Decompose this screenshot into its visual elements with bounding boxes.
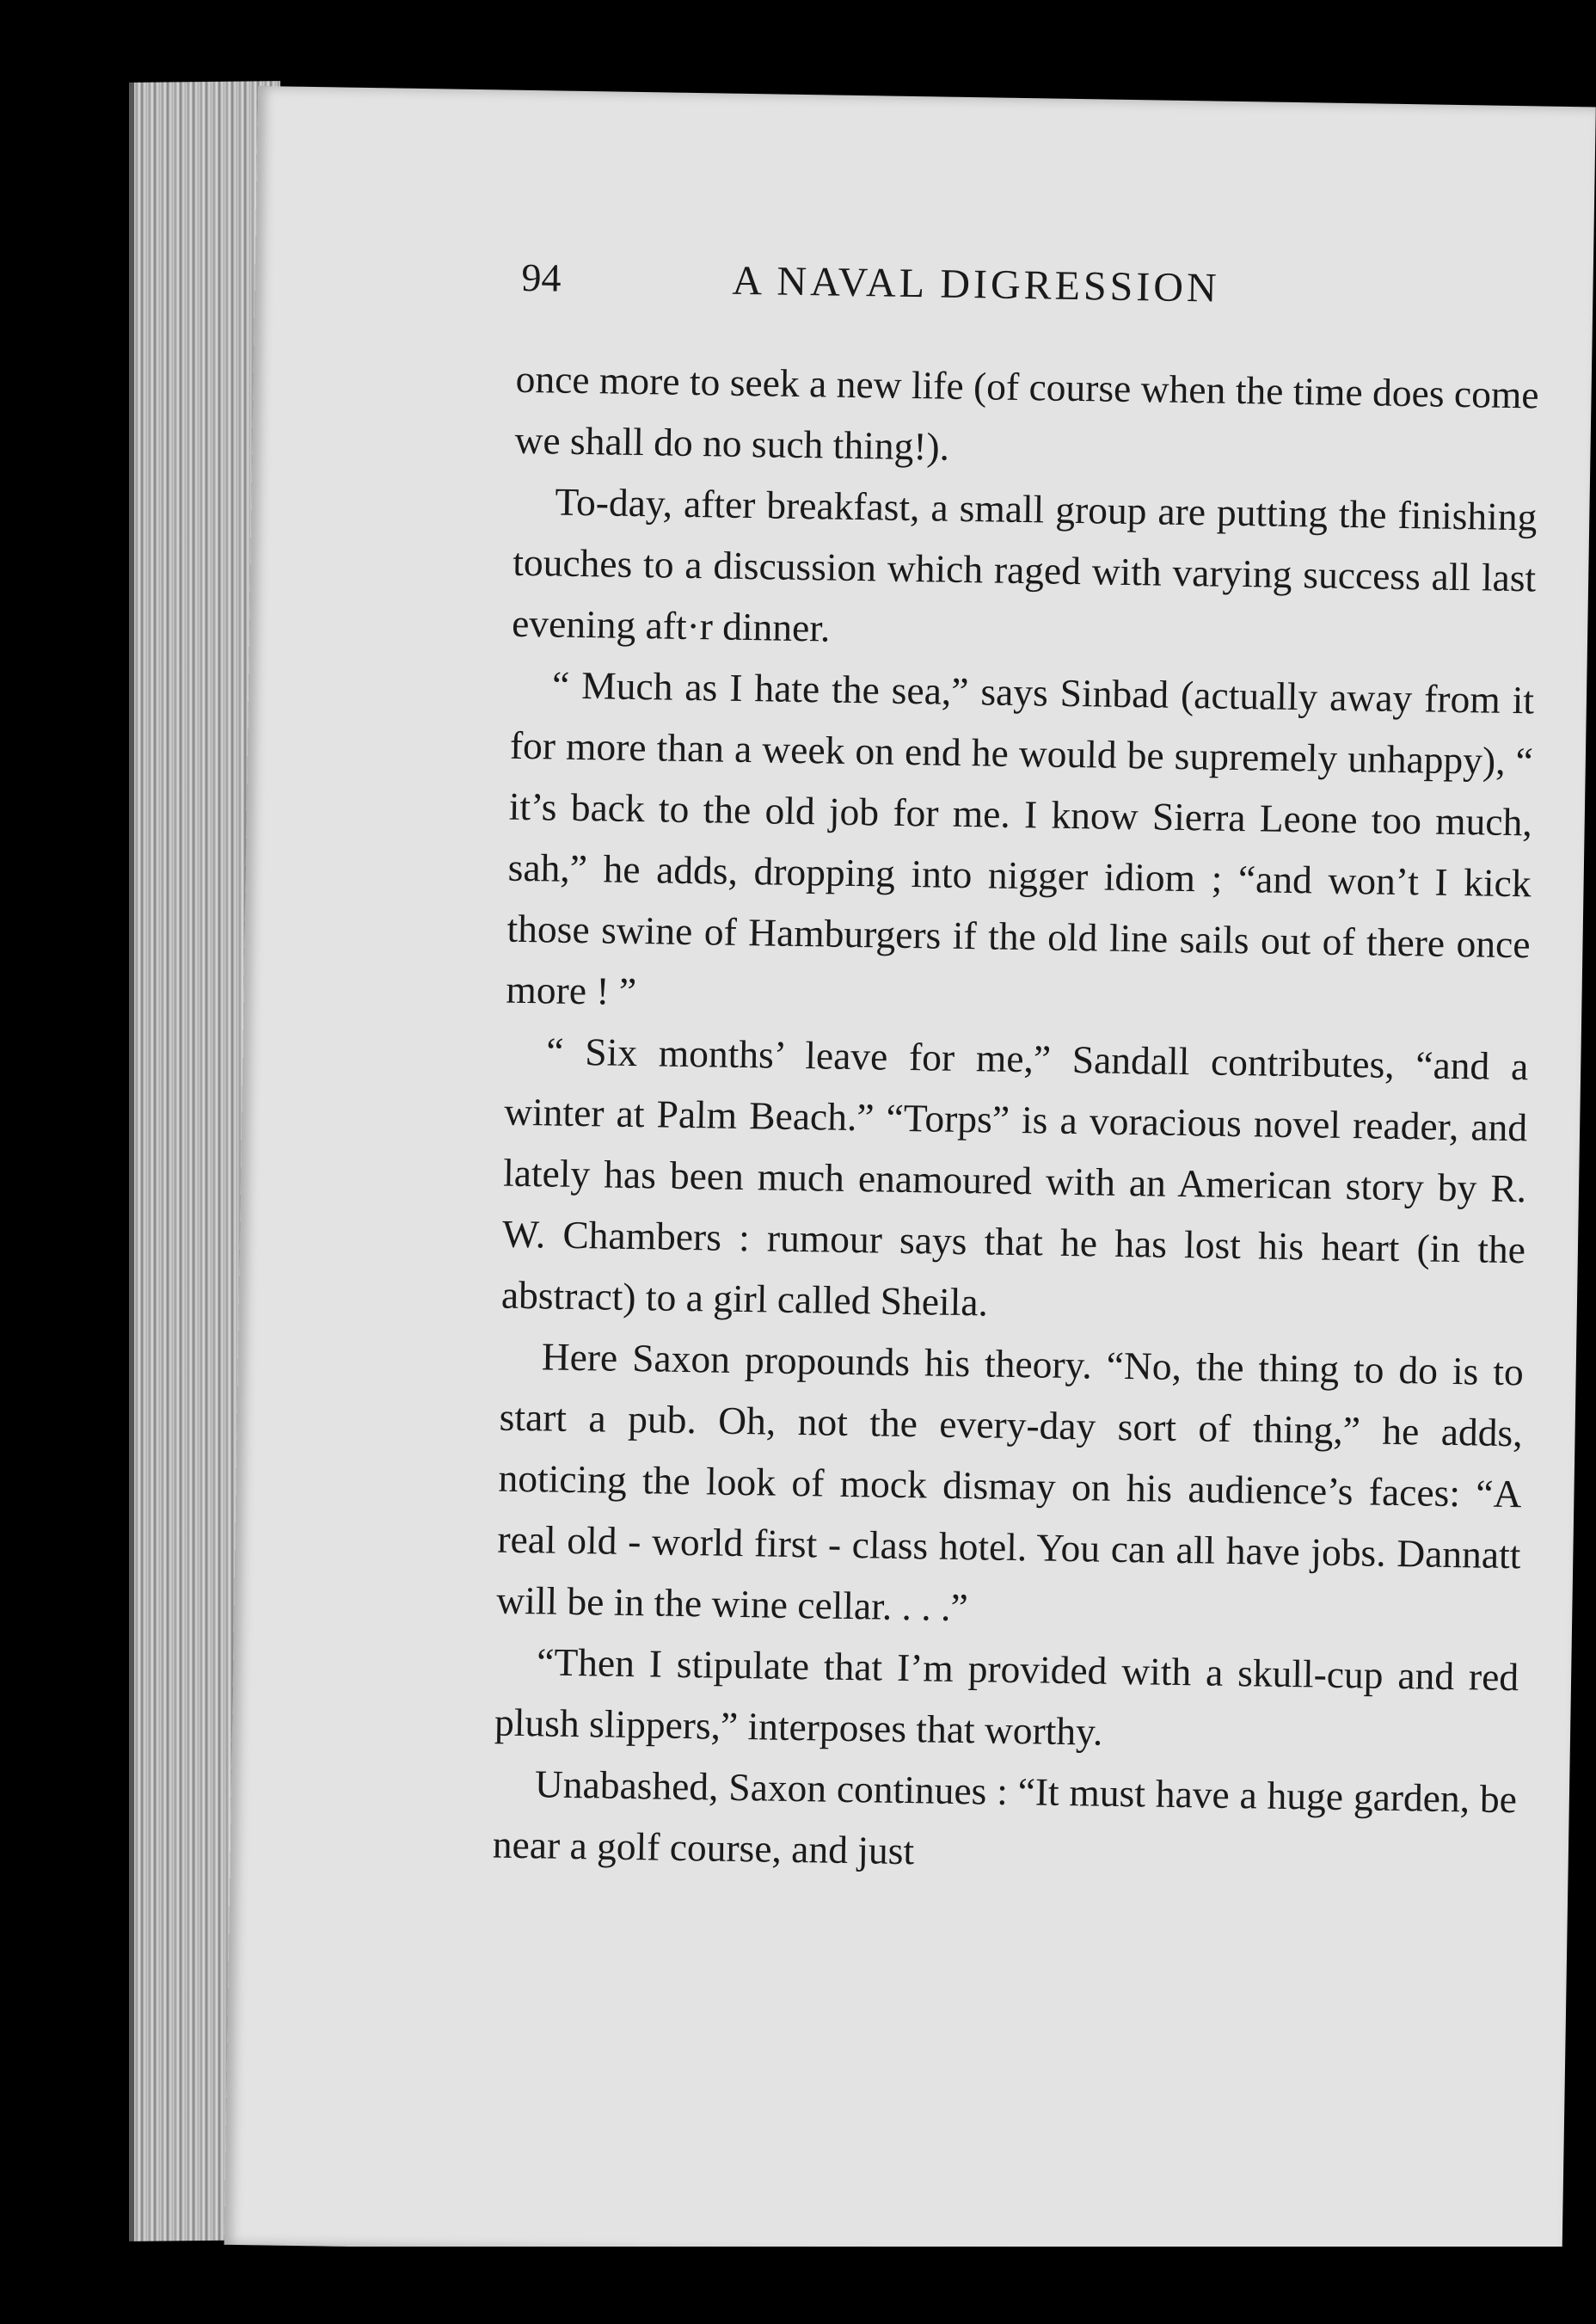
page-content [492,254,1540,1891]
book-page [224,86,1596,2266]
running-head: A NAVAL DIGRESSION [732,257,1221,311]
paragraph-7: Unabashed, Saxon continues : “It must have a huge garden, be near a golf course, and just [492,1761,1518,1873]
page-header [520,254,1541,365]
paragraph-3: “ Much as I hate the sea,” says Sinbad (actually away from it for more than a week on end he would be supremely unhappy), “ it’s back to the old job for me. I know Sierra Leone too much, sah,” he adds, dropping into nigger idiom ; “and won’t I kick those swine of Hamburgers if the old line sails out of there once more ! ” [506,662,1535,1014]
paragraph-2: To-day, after breakfast, a small group are putting the finishing touches to a discussion which raged with varying success all last evening aft·r dinner. [511,479,1538,650]
paragraph-5: Here Saxon propounds his theory. “No, the thing to do is to start a pub. Oh, not the every-day sort of thing,” he adds, noticing the look of mock dismay on his audience’s faces: “A real old - world first - class hotel. You can all have jobs. Dannatt will be in the wine cellar. . . .” [495,1334,1525,1630]
body-text [492,348,1539,1891]
paragraph-1: once more to seek a new life (of course when the time does come we shall do no such thing!). [514,356,1539,469]
bottom-shadow [0,2247,1596,2324]
page-number: 94 [521,255,562,300]
paragraph-6: “Then I stipulate that I’m provided with a skull-cup and red plush slippers,” interposes that worthy. [494,1639,1519,1754]
paragraph-4: “ Six months’ leave for me,” Sandall contributes, “and a winter at Palm Beach.” “Torps” is a voracious novel reader, and lately has been much enamoured with an American story by R. W. Chambers : rumour says that he has lost his heart (in the abstract) to a girl called Sheila. [500,1029,1529,1325]
